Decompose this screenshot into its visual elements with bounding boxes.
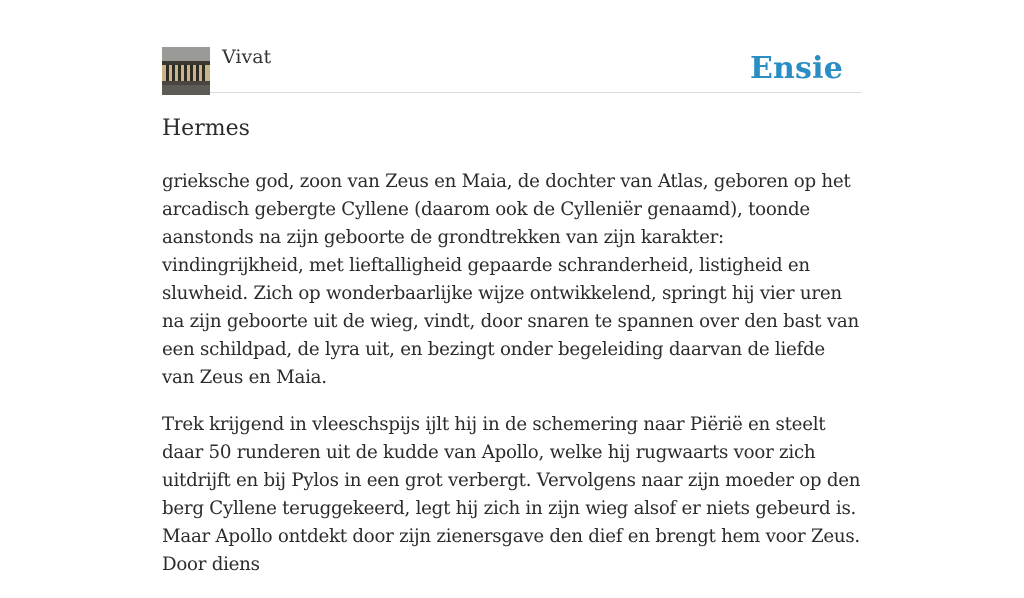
article-body <box>162 168 862 598</box>
author-name[interactable]: Vivat <box>222 46 272 68</box>
page-title: Hermes <box>162 116 250 141</box>
header <box>162 0 862 93</box>
article-container <box>162 0 862 575</box>
avatar[interactable] <box>162 47 210 95</box>
avatar-image <box>162 47 210 95</box>
brand-logo[interactable]: Ensie <box>749 51 843 86</box>
article-paragraph: Trek krijgend in vleeschspijs ijlt hij in de schemering naar Piërië en steelt daar 50 runderen uit de kudde van Apollo, welke hij rugwaarts voor zich uitdrijft en bij Pylos in een grot verbergt. Vervolgens naar zijn moeder op den berg Cyllene teruggekeerd, legt hij zich in zijn wieg alsof er niets gebeurd is. Maar Apollo ontdekt door zijn zienersgave den dief en brengt hem voor Zeus. Door diens <box>162 414 861 575</box>
article-paragraph: grieksche god, zoon van Zeus en Maia, de dochter van Atlas, geboren op het arcadisch gebergte Cyllene (daarom ook de Cylleniër genaamd), toonde aanstonds na zijn geboorte de grondtrekken van zijn karakter: vindingrijkheid, met lieftalligheid gepaarde schranderheid, listigheid en sluwheid. Zich op wonderbaarlijke wijze ontwikkelend, springt hij vier uren na zijn geboorte uit de wieg, vindt, door snaren te spannen over den bast van een schildpad, de lyra uit, en bezingt onder begeleiding daarvan de liefde van Zeus en Maia. <box>162 171 859 388</box>
